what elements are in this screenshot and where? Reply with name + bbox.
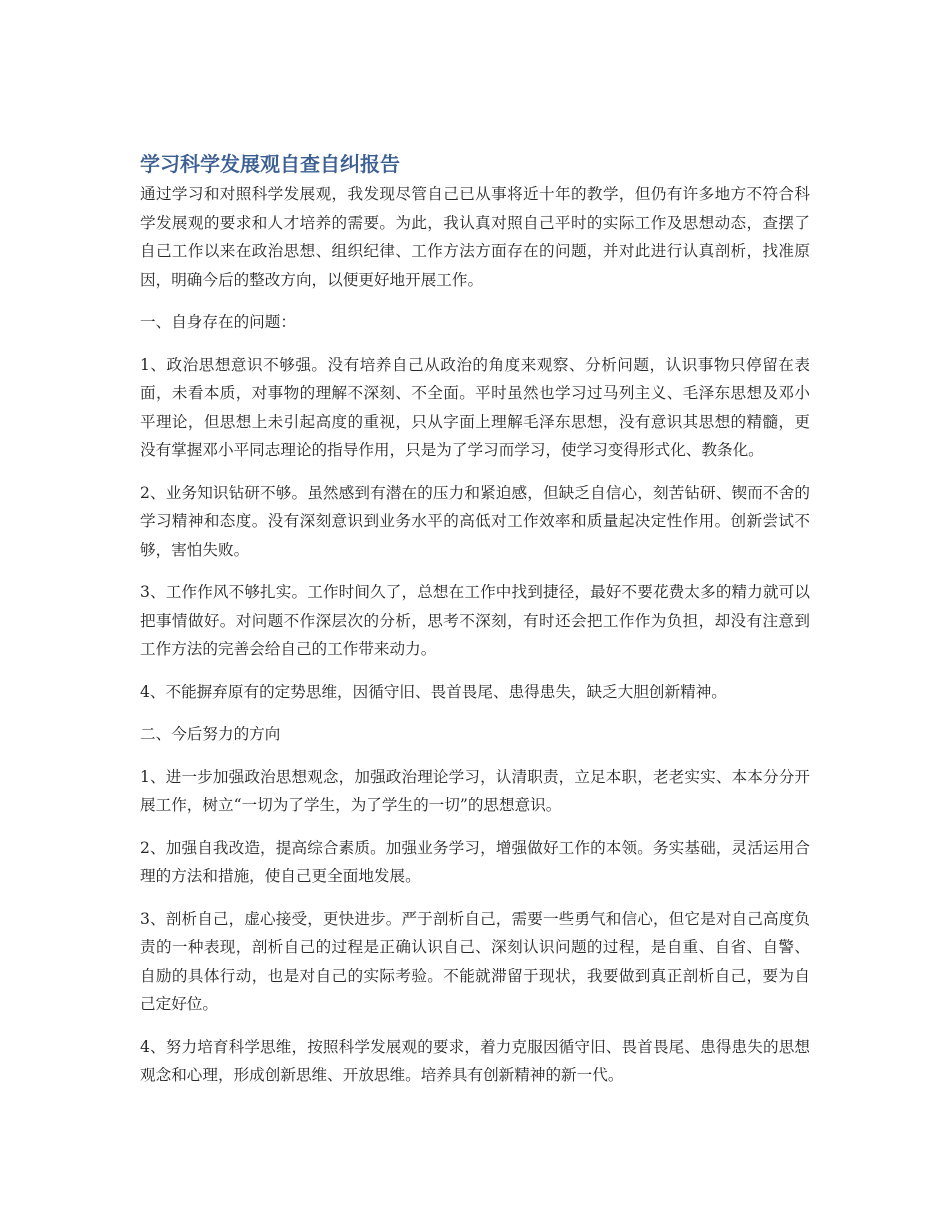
section2-item-2: 2、加强自我改造，提高综合素质。加强业务学习，增强做好工作的本领。务实基础，灵活运用合理的方法和措施，使自己更全面地发展。: [140, 838, 810, 885]
section1-item-2: 2、业务知识钻研不够。虽然感到有潜在的压力和紧迫感，但缺乏自信心，刻苦钻研、锲而不舍的学习精神和态度。没有深刻意识到业务水平的高低对工作效率和质量起决定性作用。创新尝试不够，害怕失败。: [140, 483, 810, 559]
section1-item-1: 1、政治思想意识不够强。没有培养自己从政治的角度来观察、分析问题，认识事物只停留在表面，未看本质，对事物的理解不深刻、不全面。平时虽然也学习过马列主义、毛泽东思想及邓小平理论，但思想上未引起高度的重视，只从字面上理解毛泽东思想，没有意识其思想的精髓，更没有掌握邓小平同志理论的指导作用，只是为了学习而学习，使学习变得形式化、教条化。: [140, 355, 810, 459]
section2-item-1: 1、进一步加强政治思想观念，加强政治理论学习，认清职责，立足本职，老老实实、本本分分开展工作，树立“一切为了学生，为了学生的一切”的思想意识。: [140, 767, 810, 814]
document-title: 学习科学发展观自查自纠报告: [140, 152, 400, 176]
section2-item-4: 4、努力培育科学思维，按照科学发展观的要求，着力克服因循守旧、畏首畏尾、患得患失的思想观念和心理，形成创新思维、开放思维。培养具有创新精神的新一代。: [140, 1037, 810, 1084]
section2-heading: 二、今后努力的方向: [140, 725, 281, 743]
document-page: [140, 148, 810, 1104]
intro-paragraph: 通过学习和对照科学发展观，我发现尽管自己已从事将近十年的教学，但仍有许多地方不符合科学发展观的要求和人才培养的需要。为此，我认真对照自己平时的实际工作及思想动态，查摆了自己工作以来在政治思想、组织纪律、工作方法方面存在的问题，并对此进行认真剖析，找准原因，明确今后的整改方向，以便更好地开展工作。: [140, 185, 810, 289]
section1-item-4: 4、不能摒弃原有的定势思维，因循守旧、畏首畏尾、患得患失，缺乏大胆创新精神。: [140, 682, 727, 701]
section2-item-3: 3、剖析自己，虚心接受，更快进步。严于剖析自己，需要一些勇气和信心，但它是对自己高度负责的一种表现，剖析自己的过程是正确认识自己、深刻认识问题的过程，是自重、自省、自警、自励的具体行动，也是对自己的实际考验。不能就滞留于现状，我要做到真正剖析自己，要为自己定好位。: [140, 909, 810, 1013]
section1-item-3: 3、工作作风不够扎实。工作时间久了，总想在工作中找到捷径，最好不要花费太多的精力就可以把事情做好。对问题不作深层次的分析，思考不深刻，有时还会把工作作为负担，却没有注意到工作方法的完善会给自己的工作带来动力。: [140, 583, 810, 658]
section1-heading: 一、自身存在的问题：: [140, 313, 296, 331]
